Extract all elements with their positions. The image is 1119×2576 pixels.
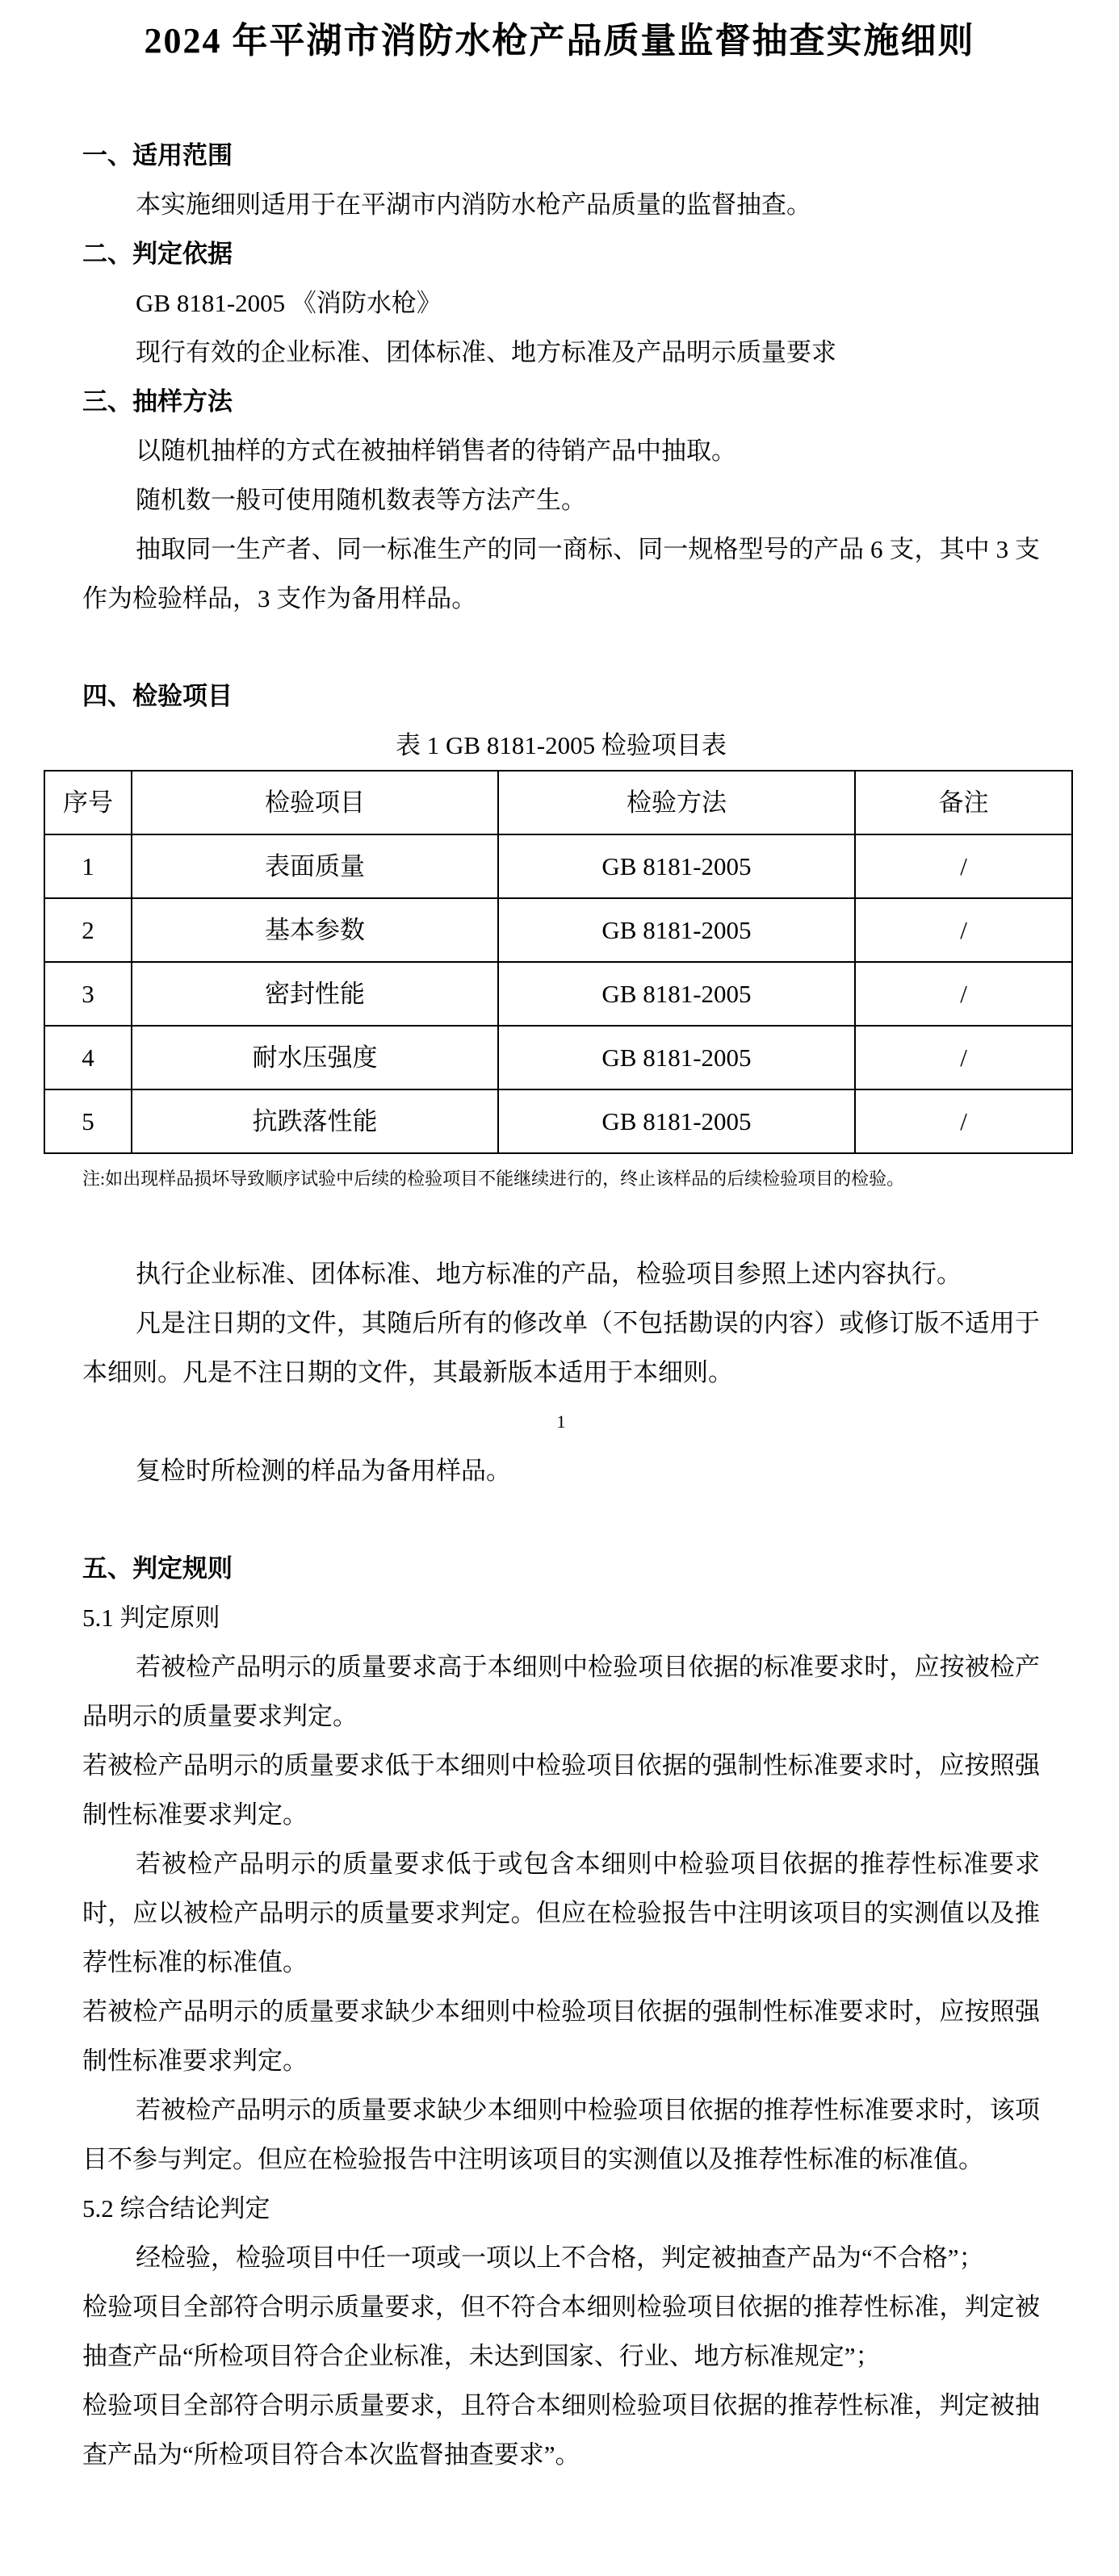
section-heading: 二、判定依据	[82, 240, 233, 268]
table-row	[44, 898, 1072, 962]
paragraph: 若被检产品明示的质量要求低于或包含本细则中检验项目依据的推荐性标准要求时，应以被检产品明示的质量要求判定。但应在检验报告中注明该项目的实测值以及推荐性标准的标准值。	[82, 1850, 1040, 1976]
table-cell: GB 8181-2005	[498, 962, 855, 1026]
table-cell: 耐水压强度	[132, 1026, 498, 1089]
table-cell: 密封性能	[132, 962, 498, 1026]
section-heading: 五、判定规则	[82, 1554, 233, 1583]
page-number: 1	[556, 1411, 566, 1432]
paragraph: 抽取同一生产者、同一标准生产的同一商标、同一规格型号的产品 6 支，其中 3 支作为检验样品，3 支作为备用样品。	[82, 535, 1040, 613]
table-header-cell: 备注	[855, 771, 1072, 834]
paragraph: 现行有效的企业标准、团体标准、地方标准及产品明示质量要求	[136, 338, 836, 366]
inspection-items-table	[44, 770, 1073, 1154]
paragraph: 以随机抽样的方式在被抽样销售者的待销产品中抽取。	[136, 437, 736, 465]
section-heading: 四、检验项目	[82, 682, 233, 710]
table-cell: /	[855, 1026, 1072, 1089]
paragraph: 若被检产品明示的质量要求缺少本细则中检验项目依据的强制性标准要求时，应按照强制性标准要求判定。	[82, 1997, 1040, 2075]
table-cell: 表面质量	[132, 834, 498, 898]
table-caption: 表 1 GB 8181-2005 检验项目表	[396, 731, 727, 759]
table-row	[44, 1026, 1072, 1089]
table-cell: 1	[44, 834, 132, 898]
paragraph: GB 8181-2005 《消防水枪》	[136, 289, 442, 317]
table-cell: GB 8181-2005	[498, 1026, 855, 1089]
paragraph: 若被检产品明示的质量要求缺少本细则中检验项目依据的推荐性标准要求时，该项目不参与判定。但应在检验报告中注明该项目的实测值以及推荐性标准的标准值。	[82, 2096, 1040, 2173]
paragraph: 检验项目全部符合明示质量要求，且符合本细则检验项目依据的推荐性标准，判定被抽查产品为“所检项目符合本次监督抽查要求”。	[82, 2391, 1040, 2469]
table-cell: 5	[44, 1089, 132, 1153]
table-note: 注:如出现样品损坏导致顺序试验中后续的检验项目不能继续进行的，终止该样品的后续检验项目的检验。	[82, 1169, 905, 1189]
table-cell: /	[855, 834, 1072, 898]
section-heading: 三、抽样方法	[82, 387, 233, 416]
table-cell: GB 8181-2005	[498, 898, 855, 962]
paragraph: 若被检产品明示的质量要求高于本细则中检验项目依据的标准要求时，应按被检产品明示的质量要求判定。	[82, 1653, 1040, 1730]
paragraph: 复检时所检测的样品为备用样品。	[136, 1457, 511, 1485]
paragraph: 本实施细则适用于在平湖市内消防水枪产品质量的监督抽查。	[136, 190, 811, 219]
table-cell: /	[855, 898, 1072, 962]
table-cell: 4	[44, 1026, 132, 1089]
table-cell: GB 8181-2005	[498, 834, 855, 898]
document-body	[63, 131, 1040, 2479]
paragraph: 凡是注日期的文件，其随后所有的修改单（不包括勘误的内容）或修订版不适用于本细则。凡是不注日期的文件，其最新版本适用于本细则。	[82, 1309, 1040, 1386]
table-cell: 抗跌落性能	[132, 1089, 498, 1153]
subsection-heading: 5.2 综合结论判定	[82, 2194, 270, 2223]
paragraph: 随机数一般可使用随机数表等方法产生。	[136, 486, 586, 514]
table-header-cell: 序号	[44, 771, 132, 834]
table-cell: /	[855, 1089, 1072, 1153]
table-cell: /	[855, 962, 1072, 1026]
paragraph: 若被检产品明示的质量要求低于本细则中检验项目依据的强制性标准要求时，应按照强制性标准要求判定。	[82, 1751, 1040, 1829]
paragraph: 经检验，检验项目中任一项或一项以上不合格，判定被抽查产品为“不合格”；	[136, 2244, 984, 2272]
document-title: 2024 年平湖市消防水枪产品质量监督抽查实施细则	[144, 21, 975, 61]
paragraph: 执行企业标准、团体标准、地方标准的产品，检验项目参照上述内容执行。	[136, 1260, 962, 1288]
table-header-cell: 检验方法	[498, 771, 855, 834]
table-row	[44, 962, 1072, 1026]
subsection-heading: 5.1 判定原则	[82, 1604, 220, 1632]
table-cell: 2	[44, 898, 132, 962]
table-row	[44, 834, 1072, 898]
table-cell: 3	[44, 962, 132, 1026]
table-header-row	[44, 771, 1072, 834]
table-header-cell: 检验项目	[132, 771, 498, 834]
table-row	[44, 1089, 1072, 1153]
table-cell: GB 8181-2005	[498, 1089, 855, 1153]
table-cell: 基本参数	[132, 898, 498, 962]
paragraph: 检验项目全部符合明示质量要求，但不符合本细则检验项目依据的推荐性标准，判定被抽查产品“所检项目符合企业标准，未达到国家、行业、地方标准规定”；	[82, 2293, 1040, 2370]
section-heading: 一、适用范围	[82, 141, 233, 169]
